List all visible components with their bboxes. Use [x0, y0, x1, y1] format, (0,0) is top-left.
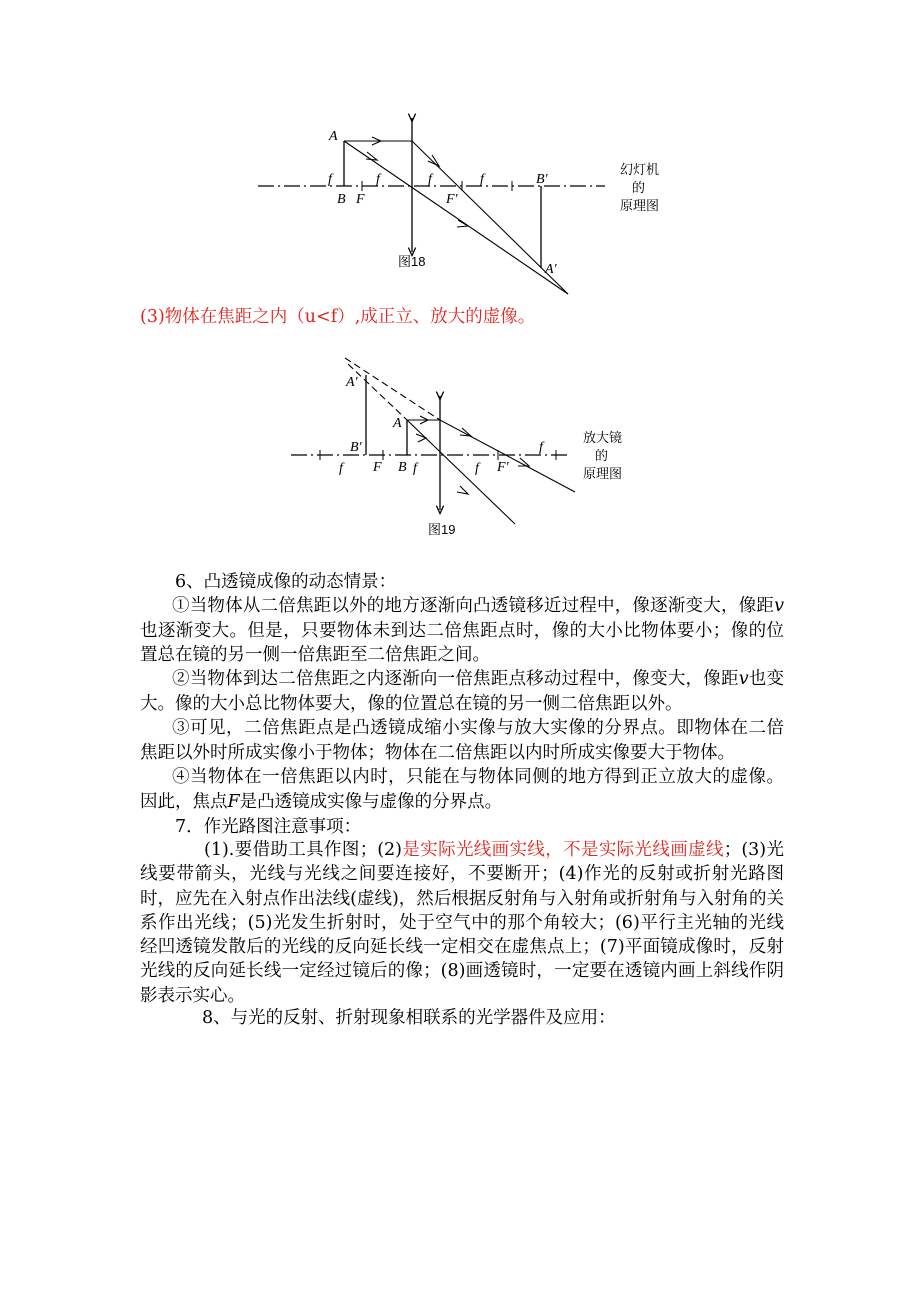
side-label-line: 原理图 — [620, 198, 660, 213]
label-f: f — [480, 172, 484, 187]
label-A: A — [393, 416, 402, 431]
section-8-title: 8、与光的反射、折射现象相联系的光学器件及应用： — [202, 1008, 616, 1028]
section-7-title: 7．作光路图注意事项： — [175, 817, 362, 837]
paragraph-text: 也变大。像的大小总比物体要大，像的位置总在镜的另一侧二倍焦距以外。 — [140, 669, 785, 714]
label-f: f — [413, 461, 417, 476]
side-label-line: 的 — [595, 448, 609, 463]
label-A-prime: A′ — [346, 375, 358, 390]
label-B-prime: B′ — [536, 172, 548, 187]
paragraph-text: ③可见，二倍焦距点是凸透镜成缩小实像与放大实像的分界点。即物体在二倍焦距以外时所成实像小于物体；物体在二倍焦距以内时所成实像要大于物体。 — [140, 718, 784, 763]
label-f: f — [539, 440, 543, 455]
paragraph-6-4 — [140, 765, 784, 814]
side-label-line: 原理图 — [583, 466, 623, 481]
label-f: f — [428, 172, 432, 187]
figure-caption: 图18 — [398, 254, 426, 269]
figure-18-projector — [250, 112, 680, 302]
ray-extension-dashed — [348, 364, 407, 420]
figure-19-magnifier — [285, 350, 655, 540]
label-B: B — [337, 192, 346, 207]
side-label-line: 的 — [632, 180, 646, 195]
highlighted-rule: 是实际光线画实线，不是实际光线画虚线 — [402, 840, 724, 860]
paragraph-text: ④当物体在一倍焦距以内时，只能在与物体同侧的地方得到正立放大的虚像。因此，焦点 — [140, 767, 784, 812]
paragraph-text: (1).要借助工具作图；(2) — [204, 840, 403, 860]
ray-parallel — [407, 420, 575, 492]
label-F-prime: F′ — [497, 460, 509, 475]
ray-center — [344, 141, 568, 294]
label-B-prime: B′ — [350, 440, 362, 455]
label-f: f — [376, 172, 380, 187]
paragraph-text: ；(3)光线要带箭头，光线与光线之间要连接好，不要断开；(4)作光的反射或折射光路图时，应先在入射点作出法线(虚线)，然后根据反射角与入射角或折射角与入射角的关系作出光线；(5)光发生折射时，处于空气中的那个角较大；(6)平行主光轴的光线经凹透镜发散后的光线的反向延长线一定相交在虚焦点上；(7)平面镜成像时，反射光线的反向延长线一定经过镜后的像；(8)画透镜时，一定要在透镜内画上斜线作阴影表示实心。 — [140, 840, 784, 1006]
label-A-prime: A′ — [545, 262, 557, 277]
label-F-prime: F′ — [446, 192, 458, 207]
side-label-line: 放大镜 — [583, 430, 623, 445]
variable-v: v — [774, 596, 784, 616]
paragraph-text: 是凸透镜成实像与虚像的分界点。 — [239, 791, 503, 812]
ray-extension-dashed — [345, 358, 440, 420]
paragraph-text: ②当物体到达二倍焦距之内逐渐向一倍焦距点移动过程中，像变大，像距 — [172, 669, 739, 689]
label-f: f — [339, 461, 343, 476]
paragraph-text: ①当物体从二倍焦距以外的地方逐渐向凸透镜移近过程中，像逐渐变大，像距 — [172, 596, 775, 616]
figure-19-diagram — [285, 350, 655, 540]
variable-F: F — [227, 791, 240, 812]
paragraph-6-1 — [140, 594, 784, 668]
section-3-heading: (3)物体在焦距之内（u<f）,成正立、放大的虚像。 — [140, 307, 536, 327]
figure-18-diagram — [250, 112, 680, 302]
label-B: B — [398, 460, 407, 475]
label-f: f — [328, 172, 332, 187]
label-f: f — [475, 461, 479, 476]
label-A: A — [329, 129, 338, 144]
figure-caption: 图19 — [428, 522, 456, 537]
paragraph-7 — [140, 838, 784, 1008]
paragraph-text: 也逐渐变大。但是，只要物体未到达二倍焦距点时，像的大小比物体要小；像的位置总在镜的另一侧一倍焦距至二倍焦距之间。 — [140, 620, 784, 665]
paragraph-6-2 — [140, 667, 784, 716]
variable-v: v — [738, 669, 749, 689]
label-F: F — [356, 192, 365, 207]
side-label-line: 幻灯机 — [620, 162, 660, 177]
label-F: F — [373, 460, 382, 475]
paragraph-6-3 — [140, 716, 784, 765]
section-6-title: 6、凸透镜成像的动态情景： — [175, 572, 397, 592]
